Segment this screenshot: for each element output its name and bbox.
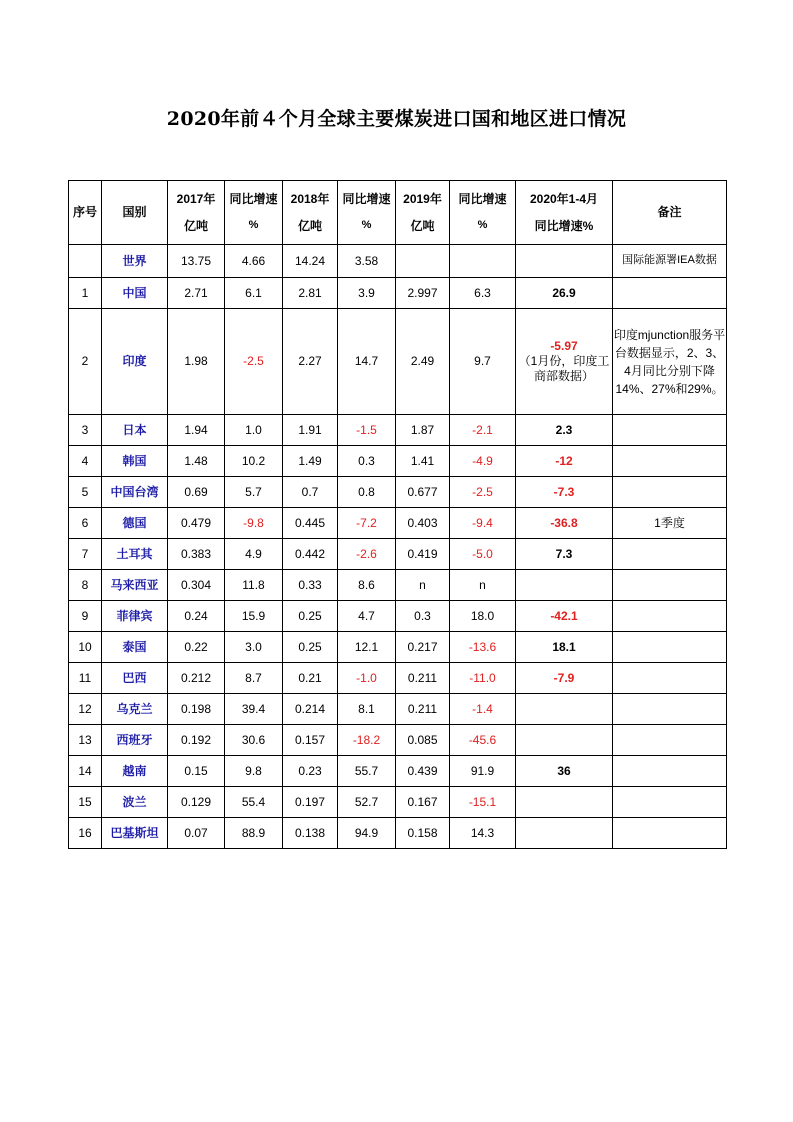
- table-row: [69, 508, 727, 539]
- header-2017-yoy: [225, 181, 283, 245]
- note-cell: 印度mjunction服务平台数据显示，2、3、4月同比分别下降14%、27%和29%。: [613, 309, 727, 415]
- value-2017-cell: 0.192: [168, 725, 225, 756]
- seq-cell: 7: [69, 539, 102, 570]
- yoy-2020-cell: [516, 601, 613, 632]
- yoy-2018-cell: 8.1: [338, 694, 396, 725]
- value-2018-cell: 1.91: [283, 415, 338, 446]
- country-cell: 世界: [102, 245, 168, 278]
- country-cell: 韩国: [102, 446, 168, 477]
- value-2018-cell: 0.445: [283, 508, 338, 539]
- yoy-2020-cell: [516, 632, 613, 663]
- seq-cell: 10: [69, 632, 102, 663]
- table-row: [69, 787, 727, 818]
- yoy-2017-cell: 5.7: [225, 477, 283, 508]
- yoy-2019-cell: -45.6: [450, 725, 516, 756]
- header-2017: [168, 181, 225, 245]
- yoy-2018-cell: 12.1: [338, 632, 396, 663]
- yoy-2017-cell: 55.4: [225, 787, 283, 818]
- header-2017-unit: 亿吨: [183, 218, 208, 233]
- note-cell: [613, 539, 727, 570]
- table-row: [69, 477, 727, 508]
- yoy-2018-cell: -2.6: [338, 539, 396, 570]
- value-2019-cell: 1.41: [396, 446, 450, 477]
- yoy-2017-cell: 39.4: [225, 694, 283, 725]
- yoy-2018-cell: -7.2: [338, 508, 396, 539]
- yoy-2018-cell: -1.0: [338, 663, 396, 694]
- yoy-2019-cell: 14.3: [450, 818, 516, 849]
- value-2019-cell: 0.158: [396, 818, 450, 849]
- yoy-2020-cell: [516, 477, 613, 508]
- value-2017-cell: 0.198: [168, 694, 225, 725]
- yoy-2019-cell: -11.0: [450, 663, 516, 694]
- value-2019-cell: 0.677: [396, 477, 450, 508]
- seq-cell: 6: [69, 508, 102, 539]
- header-2019-yoy: [450, 181, 516, 245]
- value-2019-cell: 0.419: [396, 539, 450, 570]
- yoy-2018-cell: 0.3: [338, 446, 396, 477]
- yoy-2019-cell: -5.0: [450, 539, 516, 570]
- yoy-2020-cell: [516, 570, 613, 601]
- yoy-2017-cell: 3.0: [225, 632, 283, 663]
- seq-cell: 16: [69, 818, 102, 849]
- header-2018-unit: 亿吨: [297, 218, 322, 233]
- seq-cell: 4: [69, 446, 102, 477]
- yoy-2017-cell: 9.8: [225, 756, 283, 787]
- yoy-2020-cell: [516, 694, 613, 725]
- note-cell: [613, 446, 727, 477]
- yoy-2020-value: 7.3: [555, 546, 573, 561]
- yoy-2020-cell: [516, 818, 613, 849]
- yoy-2017-cell: -2.5: [225, 309, 283, 415]
- header-2018-year: 2018年: [290, 191, 330, 206]
- header-2018-yoy-label: 同比增速: [342, 192, 391, 207]
- value-2018-cell: 0.442: [283, 539, 338, 570]
- country-cell: 西班牙: [102, 725, 168, 756]
- yoy-2019-cell: -15.1: [450, 787, 516, 818]
- yoy-2020-cell: [516, 756, 613, 787]
- yoy-2019-cell: -4.9: [450, 446, 516, 477]
- yoy-2018-cell: 4.7: [338, 601, 396, 632]
- value-2017-cell: 0.69: [168, 477, 225, 508]
- country-cell: 巴基斯坦: [102, 818, 168, 849]
- value-2017-cell: 0.479: [168, 508, 225, 539]
- header-2017-yoy-unit: %: [248, 219, 259, 232]
- yoy-2019-cell: 9.7: [450, 309, 516, 415]
- header-2019-yoy-unit: %: [477, 219, 488, 232]
- seq-cell: 12: [69, 694, 102, 725]
- header-row: [69, 181, 727, 245]
- value-2019-cell: 0.403: [396, 508, 450, 539]
- value-2017-cell: 0.129: [168, 787, 225, 818]
- seq-cell: [69, 245, 102, 278]
- seq-cell: 13: [69, 725, 102, 756]
- table-row: [69, 632, 727, 663]
- value-2017-cell: 13.75: [168, 245, 225, 278]
- yoy-2020-cell: [516, 663, 613, 694]
- value-2018-cell: 0.23: [283, 756, 338, 787]
- value-2017-cell: 2.71: [168, 278, 225, 309]
- yoy-2020-value: -7.3: [553, 484, 575, 499]
- value-2017-cell: 0.22: [168, 632, 225, 663]
- seq-cell: 1: [69, 278, 102, 309]
- header-2018-yoy-unit: %: [361, 219, 372, 232]
- yoy-2017-cell: 4.9: [225, 539, 283, 570]
- seq-cell: 14: [69, 756, 102, 787]
- note-cell: [613, 601, 727, 632]
- note-cell: [613, 818, 727, 849]
- seq-cell: 11: [69, 663, 102, 694]
- value-2019-cell: n: [396, 570, 450, 601]
- country-cell: 马来西亚: [102, 570, 168, 601]
- yoy-2017-cell: 6.1: [225, 278, 283, 309]
- seq-cell: 8: [69, 570, 102, 601]
- table-row: [69, 725, 727, 756]
- yoy-2020-value: -12: [555, 453, 573, 468]
- yoy-2018-cell: -18.2: [338, 725, 396, 756]
- header-2017-year: 2017年: [176, 191, 216, 206]
- value-2018-cell: 2.81: [283, 278, 338, 309]
- value-2019-cell: 2.997: [396, 278, 450, 309]
- value-2018-cell: 0.7: [283, 477, 338, 508]
- value-2018-cell: 0.138: [283, 818, 338, 849]
- yoy-2018-cell: -1.5: [338, 415, 396, 446]
- header-2018-yoy: [338, 181, 396, 245]
- value-2018-cell: 0.157: [283, 725, 338, 756]
- value-2019-cell: 0.167: [396, 787, 450, 818]
- value-2018-cell: 2.27: [283, 309, 338, 415]
- value-2019-cell: 2.49: [396, 309, 450, 415]
- yoy-2020-cell: [516, 539, 613, 570]
- table-row: [69, 415, 727, 446]
- yoy-2018-cell: 8.6: [338, 570, 396, 601]
- note-cell: [613, 663, 727, 694]
- value-2018-cell: 1.49: [283, 446, 338, 477]
- yoy-2019-cell: [450, 245, 516, 278]
- header-2020-yoy: 同比增速%: [534, 218, 594, 233]
- header-seq: 序号: [69, 181, 102, 245]
- table-body: [69, 245, 727, 849]
- yoy-2019-cell: n: [450, 570, 516, 601]
- value-2018-cell: 0.25: [283, 601, 338, 632]
- yoy-2019-cell: -1.4: [450, 694, 516, 725]
- table-row: [69, 570, 727, 601]
- seq-cell: 3: [69, 415, 102, 446]
- yoy-2020-cell: [516, 725, 613, 756]
- country-cell: 乌克兰: [102, 694, 168, 725]
- yoy-2020-value: -42.1: [550, 608, 578, 623]
- page-title: 2020年前４个月全球主要煤炭进口国和地区进口情况: [166, 108, 627, 130]
- country-cell: 中国台湾: [102, 477, 168, 508]
- yoy-2017-cell: 15.9: [225, 601, 283, 632]
- header-2019-year: 2019年: [403, 191, 442, 206]
- header-country: 国别: [102, 181, 168, 245]
- yoy-2019-cell: 6.3: [450, 278, 516, 309]
- value-2018-cell: 0.25: [283, 632, 338, 663]
- header-note: 备注: [613, 181, 727, 245]
- yoy-2017-cell: 4.66: [225, 245, 283, 278]
- yoy-2020-source-note: （1月份，印度工商部数据）: [518, 354, 610, 383]
- value-2019-cell: 0.3: [396, 601, 450, 632]
- yoy-2020-value: -5.97: [550, 339, 578, 353]
- yoy-2020-value: 18.1: [552, 639, 576, 654]
- country-cell: 印度: [102, 309, 168, 415]
- table-row: [69, 663, 727, 694]
- value-2019-cell: [396, 245, 450, 278]
- note-cell: [613, 694, 727, 725]
- yoy-2020-cell: [516, 508, 613, 539]
- note-cell: [613, 570, 727, 601]
- yoy-2018-cell: 52.7: [338, 787, 396, 818]
- yoy-2020-value: -36.8: [550, 515, 578, 530]
- yoy-2018-cell: 94.9: [338, 818, 396, 849]
- yoy-2019-cell: -2.1: [450, 415, 516, 446]
- yoy-2020-value: 2.3: [555, 422, 573, 437]
- value-2017-cell: 0.304: [168, 570, 225, 601]
- yoy-2017-cell: 10.2: [225, 446, 283, 477]
- country-cell: 德国: [102, 508, 168, 539]
- value-2018-cell: 0.214: [283, 694, 338, 725]
- yoy-2019-cell: -13.6: [450, 632, 516, 663]
- value-2018-cell: 0.21: [283, 663, 338, 694]
- yoy-2020-cell: [516, 446, 613, 477]
- value-2017-cell: 0.212: [168, 663, 225, 694]
- yoy-2019-cell: 18.0: [450, 601, 516, 632]
- header-2017-yoy-label: 同比增速: [229, 192, 278, 207]
- header-2020-period: 2020年1-4月: [529, 191, 599, 206]
- yoy-2020-cell: [516, 309, 613, 415]
- value-2018-cell: 14.24: [283, 245, 338, 278]
- value-2017-cell: 0.15: [168, 756, 225, 787]
- seq-cell: 2: [69, 309, 102, 415]
- yoy-2020-value: 36: [557, 763, 571, 778]
- country-cell: 波兰: [102, 787, 168, 818]
- country-cell: 中国: [102, 278, 168, 309]
- header-2020: [516, 181, 613, 245]
- yoy-2018-cell: 0.8: [338, 477, 396, 508]
- yoy-2017-cell: 30.6: [225, 725, 283, 756]
- header-2019-unit: 亿吨: [410, 218, 435, 233]
- yoy-2017-cell: 8.7: [225, 663, 283, 694]
- note-cell: 1季度: [613, 508, 727, 539]
- value-2017-cell: 1.48: [168, 446, 225, 477]
- country-cell: 巴西: [102, 663, 168, 694]
- value-2019-cell: 0.439: [396, 756, 450, 787]
- yoy-2019-cell: 91.9: [450, 756, 516, 787]
- yoy-2020-cell: [516, 245, 613, 278]
- value-2017-cell: 1.94: [168, 415, 225, 446]
- seq-cell: 9: [69, 601, 102, 632]
- value-2019-cell: 1.87: [396, 415, 450, 446]
- table-row: [69, 818, 727, 849]
- yoy-2019-cell: -9.4: [450, 508, 516, 539]
- note-cell: [613, 756, 727, 787]
- header-2018: [283, 181, 338, 245]
- value-2017-cell: 0.07: [168, 818, 225, 849]
- header-2019: [396, 181, 450, 245]
- table-row: [69, 539, 727, 570]
- table-row: [69, 446, 727, 477]
- yoy-2020-value: -7.9: [553, 670, 575, 685]
- note-cell: [613, 477, 727, 508]
- table-row: [69, 245, 727, 278]
- yoy-2017-cell: -9.8: [225, 508, 283, 539]
- coal-import-table: [68, 180, 727, 849]
- yoy-2020-value: 26.9: [552, 285, 576, 300]
- country-cell: 泰国: [102, 632, 168, 663]
- yoy-2018-cell: 55.7: [338, 756, 396, 787]
- yoy-2020-cell: [516, 415, 613, 446]
- yoy-2018-cell: 3.9: [338, 278, 396, 309]
- note-cell: [613, 725, 727, 756]
- value-2017-cell: 1.98: [168, 309, 225, 415]
- value-2017-cell: 0.383: [168, 539, 225, 570]
- country-cell: 日本: [102, 415, 168, 446]
- yoy-2020-cell: [516, 787, 613, 818]
- country-cell: 土耳其: [102, 539, 168, 570]
- yoy-2017-cell: 88.9: [225, 818, 283, 849]
- yoy-2017-cell: 11.8: [225, 570, 283, 601]
- yoy-2018-cell: 3.58: [338, 245, 396, 278]
- table-row: [69, 278, 727, 309]
- country-cell: 菲律宾: [102, 601, 168, 632]
- value-2019-cell: 0.211: [396, 663, 450, 694]
- table-row: [69, 694, 727, 725]
- value-2017-cell: 0.24: [168, 601, 225, 632]
- note-cell: 国际能源署IEA数据: [613, 245, 727, 278]
- yoy-2017-cell: 1.0: [225, 415, 283, 446]
- yoy-2020-cell: [516, 278, 613, 309]
- value-2019-cell: 0.085: [396, 725, 450, 756]
- seq-cell: 15: [69, 787, 102, 818]
- yoy-2019-cell: -2.5: [450, 477, 516, 508]
- note-cell: [613, 415, 727, 446]
- yoy-2018-cell: 14.7: [338, 309, 396, 415]
- seq-cell: 5: [69, 477, 102, 508]
- value-2018-cell: 0.33: [283, 570, 338, 601]
- table-row: [69, 601, 727, 632]
- header-2019-yoy-label: 同比增速: [458, 192, 507, 207]
- value-2018-cell: 0.197: [283, 787, 338, 818]
- note-cell: [613, 787, 727, 818]
- table-row: [69, 756, 727, 787]
- value-2019-cell: 0.211: [396, 694, 450, 725]
- country-cell: 越南: [102, 756, 168, 787]
- table-row: [69, 309, 727, 415]
- note-cell: [613, 632, 727, 663]
- note-cell: [613, 278, 727, 309]
- value-2019-cell: 0.217: [396, 632, 450, 663]
